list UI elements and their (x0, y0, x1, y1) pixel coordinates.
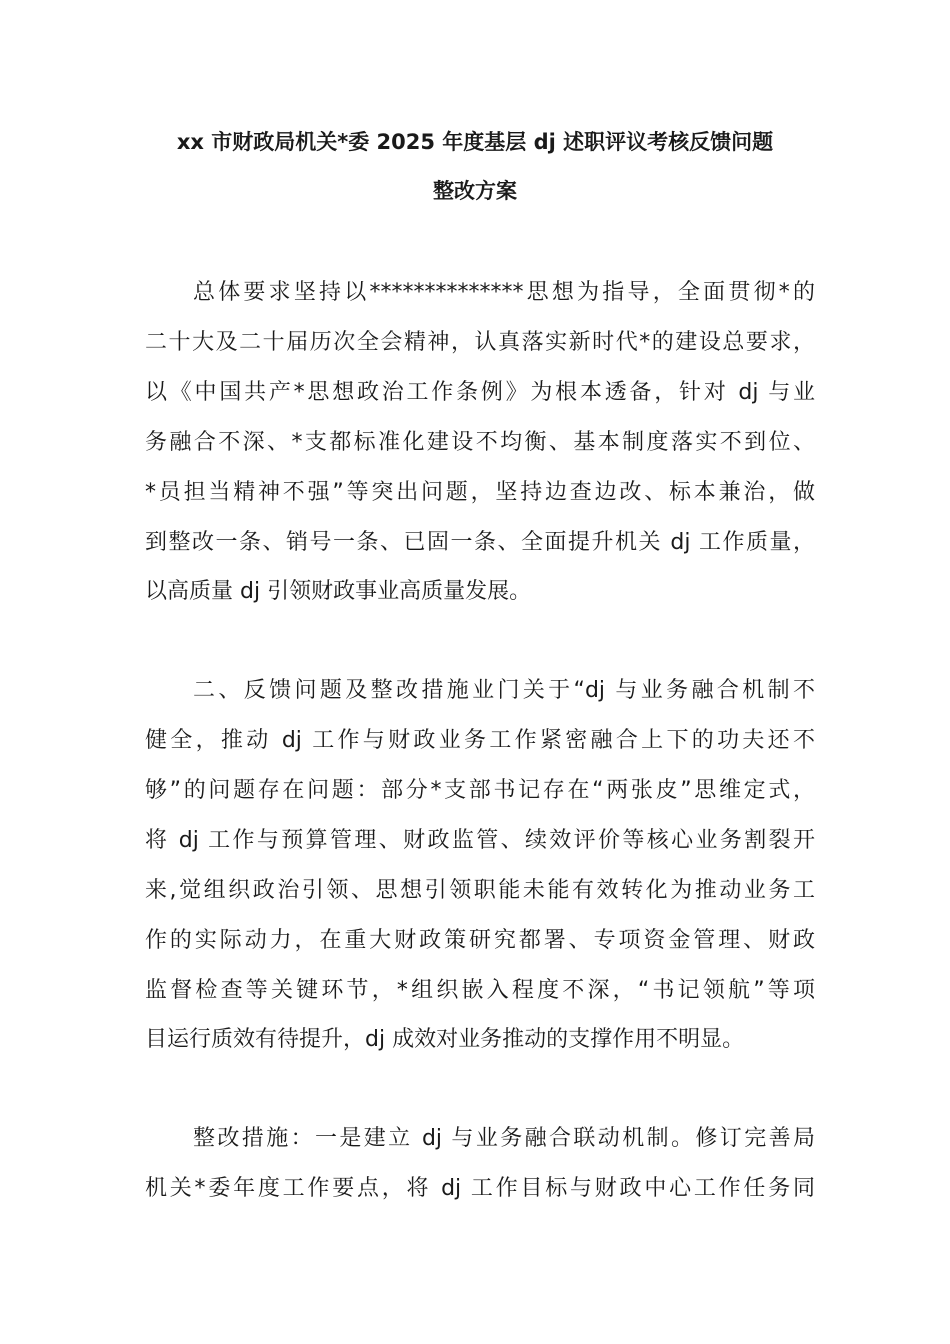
paragraph-line: 整改措施：一是建立 dj 与业务融合联动机制。修订完善局 (193, 1126, 815, 1151)
document-title-line-1: xx 市财政局机关*委 2025 年度基层 dj 述职评议考核反馈问题 (176, 130, 774, 154)
paragraph-line: 将 dj 工作与预算管理、财政监管、续效评价等核心业务割裂开 (145, 828, 815, 853)
paragraph-line: 以高质量 dj 引领财政事业高质量发展。 (145, 579, 532, 604)
paragraph-line: 二、反馈问题及整改措施业门关于“dj 与业务融合机制不 (193, 678, 815, 703)
paragraph-line: 监督检查等关键环节，*组织嵌入程度不深，“书记领航”等项 (145, 978, 815, 1003)
paragraph-line: 机关*委年度工作要点，将 dj 工作目标与财政中心工作任务同 (145, 1176, 815, 1201)
paragraph-line: 作的实际动力，在重大财政策研究都署、专项资金管理、财政 (145, 928, 815, 953)
paragraph-line: 二十大及二十届历次全会精神，认真落实新时代*的建设总要求， (145, 330, 815, 355)
paragraph-line: 务融合不深、*支都标准化建设不均衡、基本制度落实不到位、 (145, 430, 815, 455)
paragraph-line: 目运行质效有待提升，dj 成效对业务推动的支撑作用不明显。 (145, 1027, 745, 1052)
paragraph-line: 健全，推动 dj 工作与财政业务工作紧密融合上下的功夫还不 (145, 728, 815, 753)
paragraph-line: 以《中国共产*思想政治工作条例》为根本透备，针对 dj 与业 (145, 380, 815, 405)
paragraph-line: 到整改一条、销号一条、已固一条、全面提升机关 dj 工作质量， (145, 530, 815, 555)
document-title-line-2: 整改方案 (433, 179, 517, 203)
paragraph-line: *员担当精神不强”等突出问题，坚持边查边改、标本兼治，做 (145, 480, 815, 505)
paragraph-line: 来,觉组织政治引领、思想引领职能未能有效转化为推动业务工 (145, 878, 815, 903)
paragraph-line: 够”的问题存在问题：部分*支部书记存在“两张皮”思维定式， (145, 778, 815, 803)
paragraph-line: 总体要求坚持以**************思想为指导，全面贯彻*的 (193, 280, 815, 305)
